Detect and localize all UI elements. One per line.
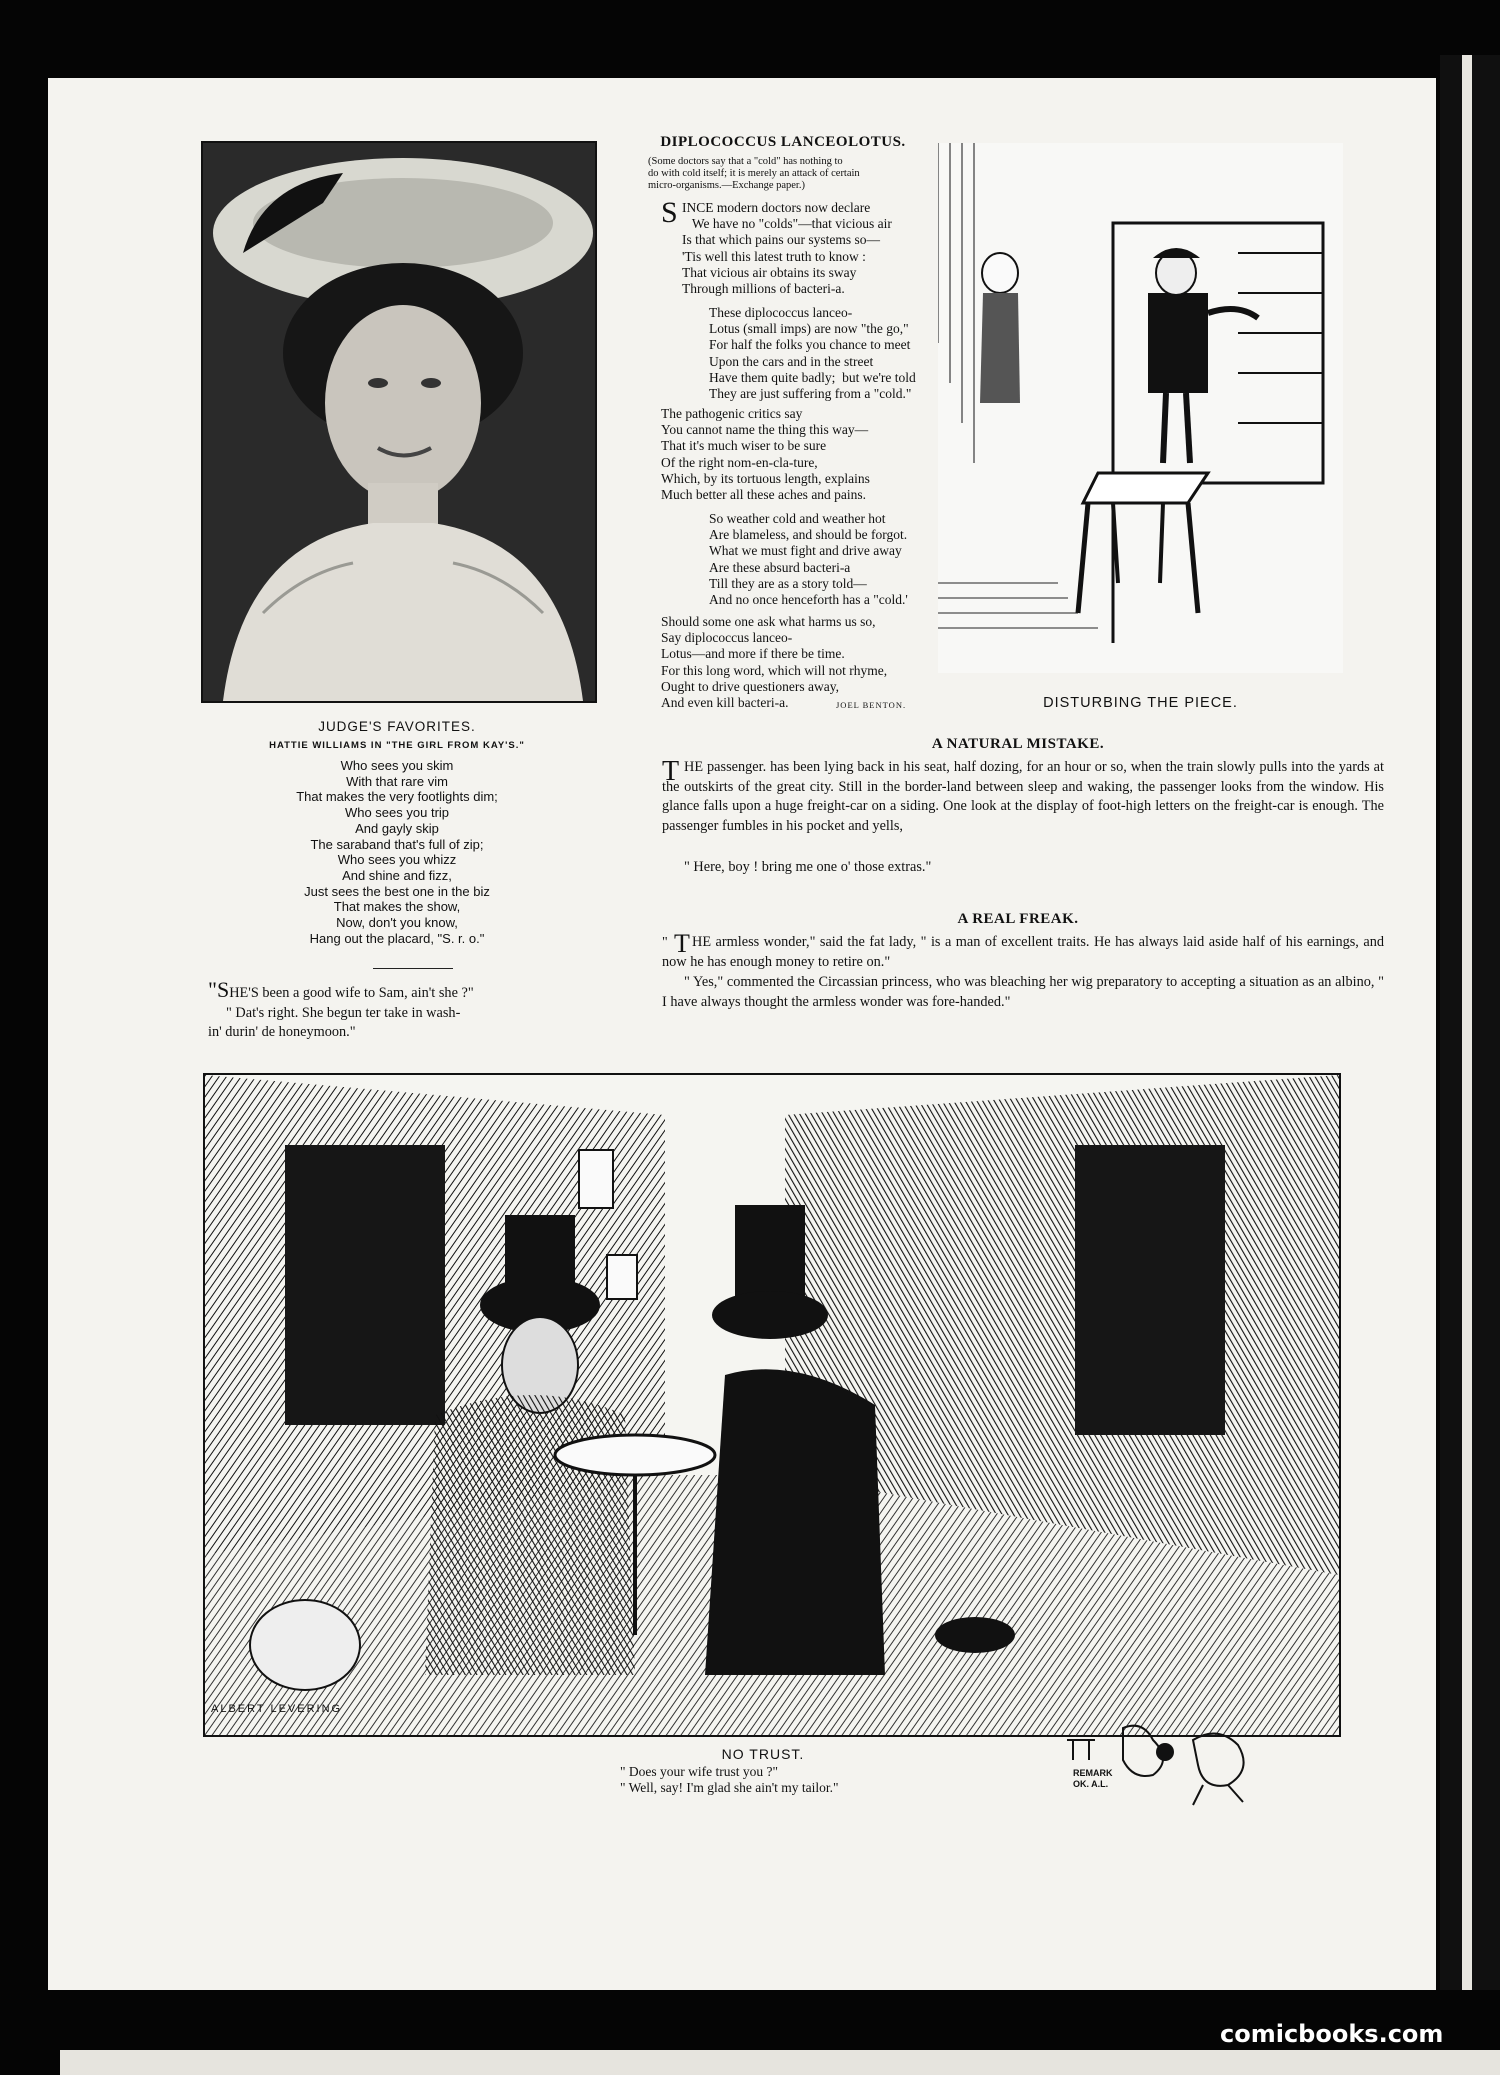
portrait-photo — [201, 141, 597, 703]
remarque-label: REMARK — [1073, 1768, 1113, 1778]
poem-line: With that rare vim — [346, 773, 448, 789]
remarque-sketch — [1053, 1720, 1263, 1810]
diplococcus-title: DIPLOCOCCUS LANCEOLOTUS. — [660, 134, 906, 150]
diplococcus-dropcap: S — [661, 196, 678, 229]
diplococcus-stanza-5: Should some one ask what harms us so, Say diplococcus lanceo- Lotus—and more if there be time. For this long word, which will not rhyme, Ought to drive questioners away, And even kill bacteri-a. — [661, 614, 888, 711]
real-freak-text: HE armless wonder," said the fat lady, " is a man of excellent traits. He has always laid aside half of his earnings, and now he has enough money to retire on." — [662, 934, 1384, 970]
no-trust-line: " Well, say! I'm glad she ain't my tailor." — [620, 1780, 839, 1795]
disturbing-drawing — [938, 143, 1343, 673]
real-freak-reply: " Yes," commented the Circassian princess, who was bleaching her wig preparatory to accepting a situation as an albino, " I have always thought the armless wonder was fore-handed." — [662, 974, 1384, 1010]
poem-line: That makes the show, — [333, 899, 461, 915]
no-trust-dialogue — [620, 1764, 940, 1796]
natural-mistake-quote: " Here, boy ! bring me one o' those extras." — [684, 859, 932, 875]
poem-line: Who sees you skim — [340, 758, 454, 773]
diplococcus-stanza-1: INCE modern doctors now declare We have no "colds"—that vicious air Is that which pains our systems so— 'Tis well this latest truth to know : That vicious air obtains its sway Through millions of bacteri-a. — [682, 200, 892, 297]
real-freak-dropcap: T — [674, 929, 690, 958]
wife-joke-line: in' durin' de honeymoon." — [208, 1024, 356, 1040]
disturbing-caption: DISTURBING THE PIECE. — [1043, 695, 1238, 711]
no-trust-caption: NO TRUST. — [721, 1746, 805, 1762]
favorites-caption: JUDGE'S FAVORITES. — [318, 719, 476, 734]
poem-line: The saraband that's full of zip; — [310, 836, 484, 852]
next-page-edge — [60, 2050, 1500, 2075]
poem-line: And gayly skip — [355, 820, 439, 836]
no-trust-line: " Does your wife trust you ?" — [620, 1764, 778, 1779]
diplococcus-stanza-4: So weather cold and weather hot Are blameless, and should be forgot. What we must fight and drive away Are these absurd bacteri-a Till they are as a story told— And no once henceforth has a "cold.' — [709, 511, 908, 608]
real-freak-title: A REAL FREAK. — [957, 911, 1079, 927]
poem-line: And shine and fizz, — [342, 867, 452, 883]
no-trust-drawing — [205, 1075, 1339, 1735]
remarque-initials: OK. A.L. — [1073, 1779, 1109, 1789]
poem-line: Hang out the placard, "S. r. o." — [309, 930, 485, 946]
no-trust-illustration — [203, 1073, 1341, 1737]
wife-joke-dropcap: "S — [208, 977, 230, 1002]
magazine-page — [48, 78, 1436, 1990]
favorites-poem — [201, 758, 593, 946]
natural-mistake-text: HE passenger. has been lying back in his seat, half dozing, for an hour or so, when the train slowly pulls into the yards at the outskirts of the great city. Still in the border-land between sleep and waking, the passenger looks from the window. His glance falls upon a huge freight-car on a siding. One look at the display of foot-high letters on the freight-car is enough. The passenger fumbles in his pocket and yells, — [662, 759, 1384, 834]
diplococcus-stanza-2: These diplococcus lanceo- Lotus (small imps) are now "the go," For half the folks you chance to meet Upon the cars and in the street Have them quite badly; but we're told They are just suffering from a "cold." — [709, 305, 916, 402]
poem-line: Just sees the best one in the biz — [304, 883, 490, 899]
diplococcus-epigraph: (Some doctors say that a "cold" has nothing to do with cold itself; it is merely an attack of certain micro-organisms.—Exchange paper.) — [648, 156, 860, 191]
watermark: comicbooks.com — [1220, 2020, 1444, 2048]
diplococcus-author: JOEL BENTON. — [836, 700, 907, 710]
adjacent-page-edge — [1462, 55, 1472, 1990]
poem-line: That makes the very footlights dim; — [296, 789, 498, 805]
artist-signature: ALBERT LEVERING — [211, 1703, 343, 1715]
adjacent-page-strip — [1440, 55, 1500, 1990]
natural-mistake-title: A NATURAL MISTAKE. — [931, 736, 1105, 752]
natural-mistake-dropcap: T — [662, 756, 680, 787]
disturbing-illustration — [938, 143, 1343, 673]
favorites-subcaption: HATTIE WILLIAMS IN "THE GIRL FROM KAY'S." — [269, 740, 525, 751]
wife-joke-line: "SHE'S been a good wife to Sam, ain't she ?" — [208, 977, 474, 1002]
divider-rule — [373, 968, 453, 969]
poem-line: Who sees you trip — [344, 805, 450, 821]
diplococcus-stanza-3: The pathogenic critics say You cannot name the thing this way— That it's much wiser to be sure Of the right nom-en-cla-ture, Which, by its tortuous length, explains Much better all these aches and pains. — [661, 406, 870, 503]
poem-line: Who sees you whizz — [337, 852, 457, 868]
real-freak-open-quote: " — [662, 935, 668, 950]
wife-joke — [208, 977, 618, 1043]
portrait-drawing — [203, 143, 595, 701]
wife-joke-line: " Dat's right. She begun ter take in wash- — [226, 1004, 461, 1021]
poem-line: Now, don't you know, — [336, 915, 458, 931]
remarque-signature — [1073, 1768, 1113, 1790]
